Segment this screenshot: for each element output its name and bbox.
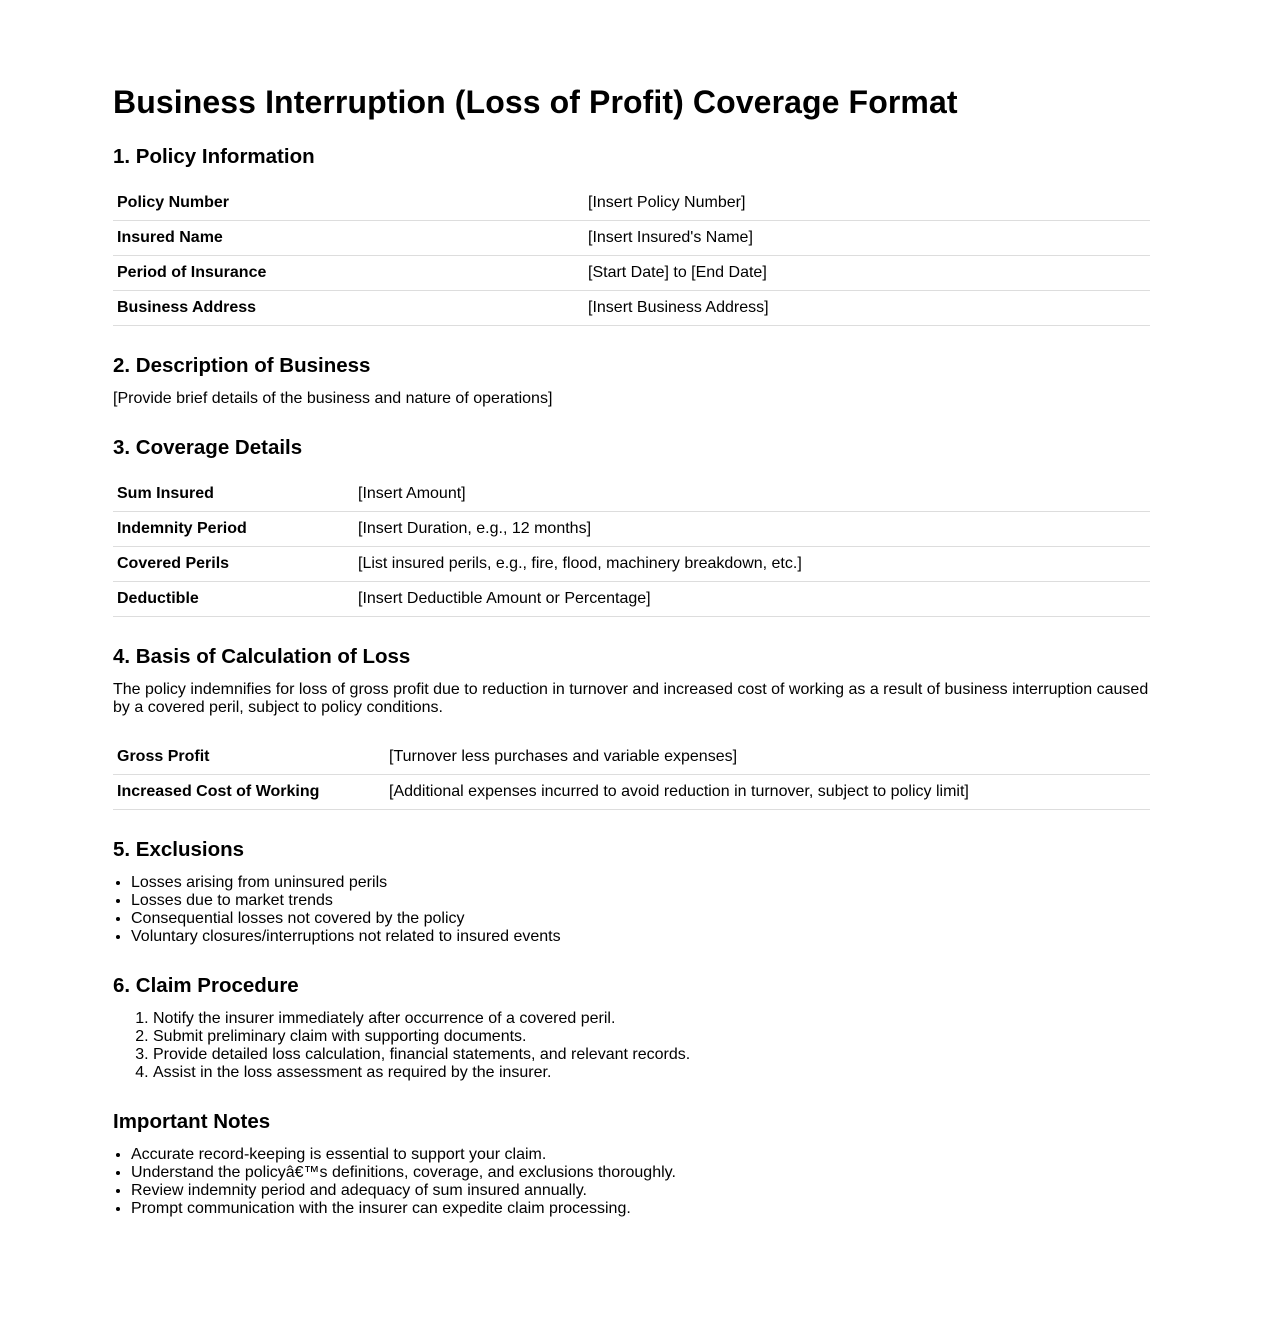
exclusions-list — [113, 874, 1150, 946]
list-item: 4. Assist in the loss assessment as required by the insurer. — [153, 1064, 1150, 1082]
row-value: [Turnover less purchases and variable expenses] — [385, 740, 1150, 775]
row-value: [Insert Deductible Amount or Percentage] — [354, 582, 1150, 617]
basis-text: The policy indemnifies for loss of gross profit due to reduction in turnover and increased cost of working as a result of business interruption caused by a covered peril, subject to policy conditions. — [113, 681, 1149, 716]
policy-info-table — [113, 186, 1150, 326]
description-heading: 2. Description of Business — [113, 354, 371, 377]
row-label: Period of Insurance — [113, 256, 584, 291]
table-row — [113, 291, 1150, 326]
notes-heading: Important Notes — [113, 1110, 271, 1133]
table-row — [113, 221, 1150, 256]
list-item: • Voluntary closures/interruptions not related to insured events — [131, 928, 1150, 946]
list-item: 1. Notify the insurer immediately after occurrence of a covered peril. — [153, 1010, 1150, 1028]
list-item: • Losses arising from uninsured perils — [131, 874, 1150, 892]
document-title: Business Interruption (Loss of Profit) Coverage Format — [113, 84, 958, 120]
coverage-table — [113, 477, 1150, 617]
table-row — [113, 582, 1150, 617]
table-row — [113, 740, 1150, 775]
list-item: • Losses due to market trends — [131, 892, 1150, 910]
row-value: [Insert Policy Number] — [584, 186, 1150, 221]
table-row — [113, 477, 1150, 512]
document — [113, 0, 1150, 1218]
list-item: • Review indemnity period and adequacy of sum insured annually. — [131, 1182, 1150, 1200]
table-row — [113, 512, 1150, 547]
coverage-heading: 3. Coverage Details — [113, 436, 303, 459]
row-label: Policy Number — [113, 186, 584, 221]
claim-heading: 6. Claim Procedure — [113, 974, 299, 997]
list-item: • Prompt communication with the insurer can expedite claim processing. — [131, 1200, 1150, 1218]
row-value: [Start Date] to [End Date] — [584, 256, 1150, 291]
list-item: • Consequential losses not covered by the policy — [131, 910, 1150, 928]
row-value: [Additional expenses incurred to avoid reduction in turnover, subject to policy limit] — [385, 775, 1150, 810]
row-label: Covered Perils — [113, 547, 354, 582]
row-label: Increased Cost of Working — [113, 775, 385, 810]
list-item: • Understand the policyâ€™s definitions, coverage, and exclusions thoroughly. — [131, 1164, 1150, 1182]
table-row — [113, 186, 1150, 221]
row-value: [Insert Business Address] — [584, 291, 1150, 326]
claim-steps-list — [113, 1010, 1150, 1082]
description-text: [Provide brief details of the business and nature of operations] — [113, 390, 553, 407]
basis-heading: 4. Basis of Calculation of Loss — [113, 645, 411, 668]
table-row — [113, 775, 1150, 810]
row-label: Business Address — [113, 291, 584, 326]
list-item: 3. Provide detailed loss calculation, financial statements, and relevant records. — [153, 1046, 1150, 1064]
row-value: [List insured perils, e.g., fire, flood, machinery breakdown, etc.] — [354, 547, 1150, 582]
row-label: Indemnity Period — [113, 512, 354, 547]
exclusions-heading: 5. Exclusions — [113, 838, 245, 861]
row-label: Sum Insured — [113, 477, 354, 512]
notes-list — [113, 1146, 1150, 1218]
table-row — [113, 547, 1150, 582]
row-label: Insured Name — [113, 221, 584, 256]
policy-info-heading: 1. Policy Information — [113, 145, 315, 168]
table-row — [113, 256, 1150, 291]
basis-table — [113, 740, 1150, 810]
row-value: [Insert Insured's Name] — [584, 221, 1150, 256]
row-value: [Insert Amount] — [354, 477, 1150, 512]
row-label: Deductible — [113, 582, 354, 617]
row-label: Gross Profit — [113, 740, 385, 775]
list-item: 2. Submit preliminary claim with supporting documents. — [153, 1028, 1150, 1046]
row-value: [Insert Duration, e.g., 12 months] — [354, 512, 1150, 547]
list-item: • Accurate record-keeping is essential to support your claim. — [131, 1146, 1150, 1164]
